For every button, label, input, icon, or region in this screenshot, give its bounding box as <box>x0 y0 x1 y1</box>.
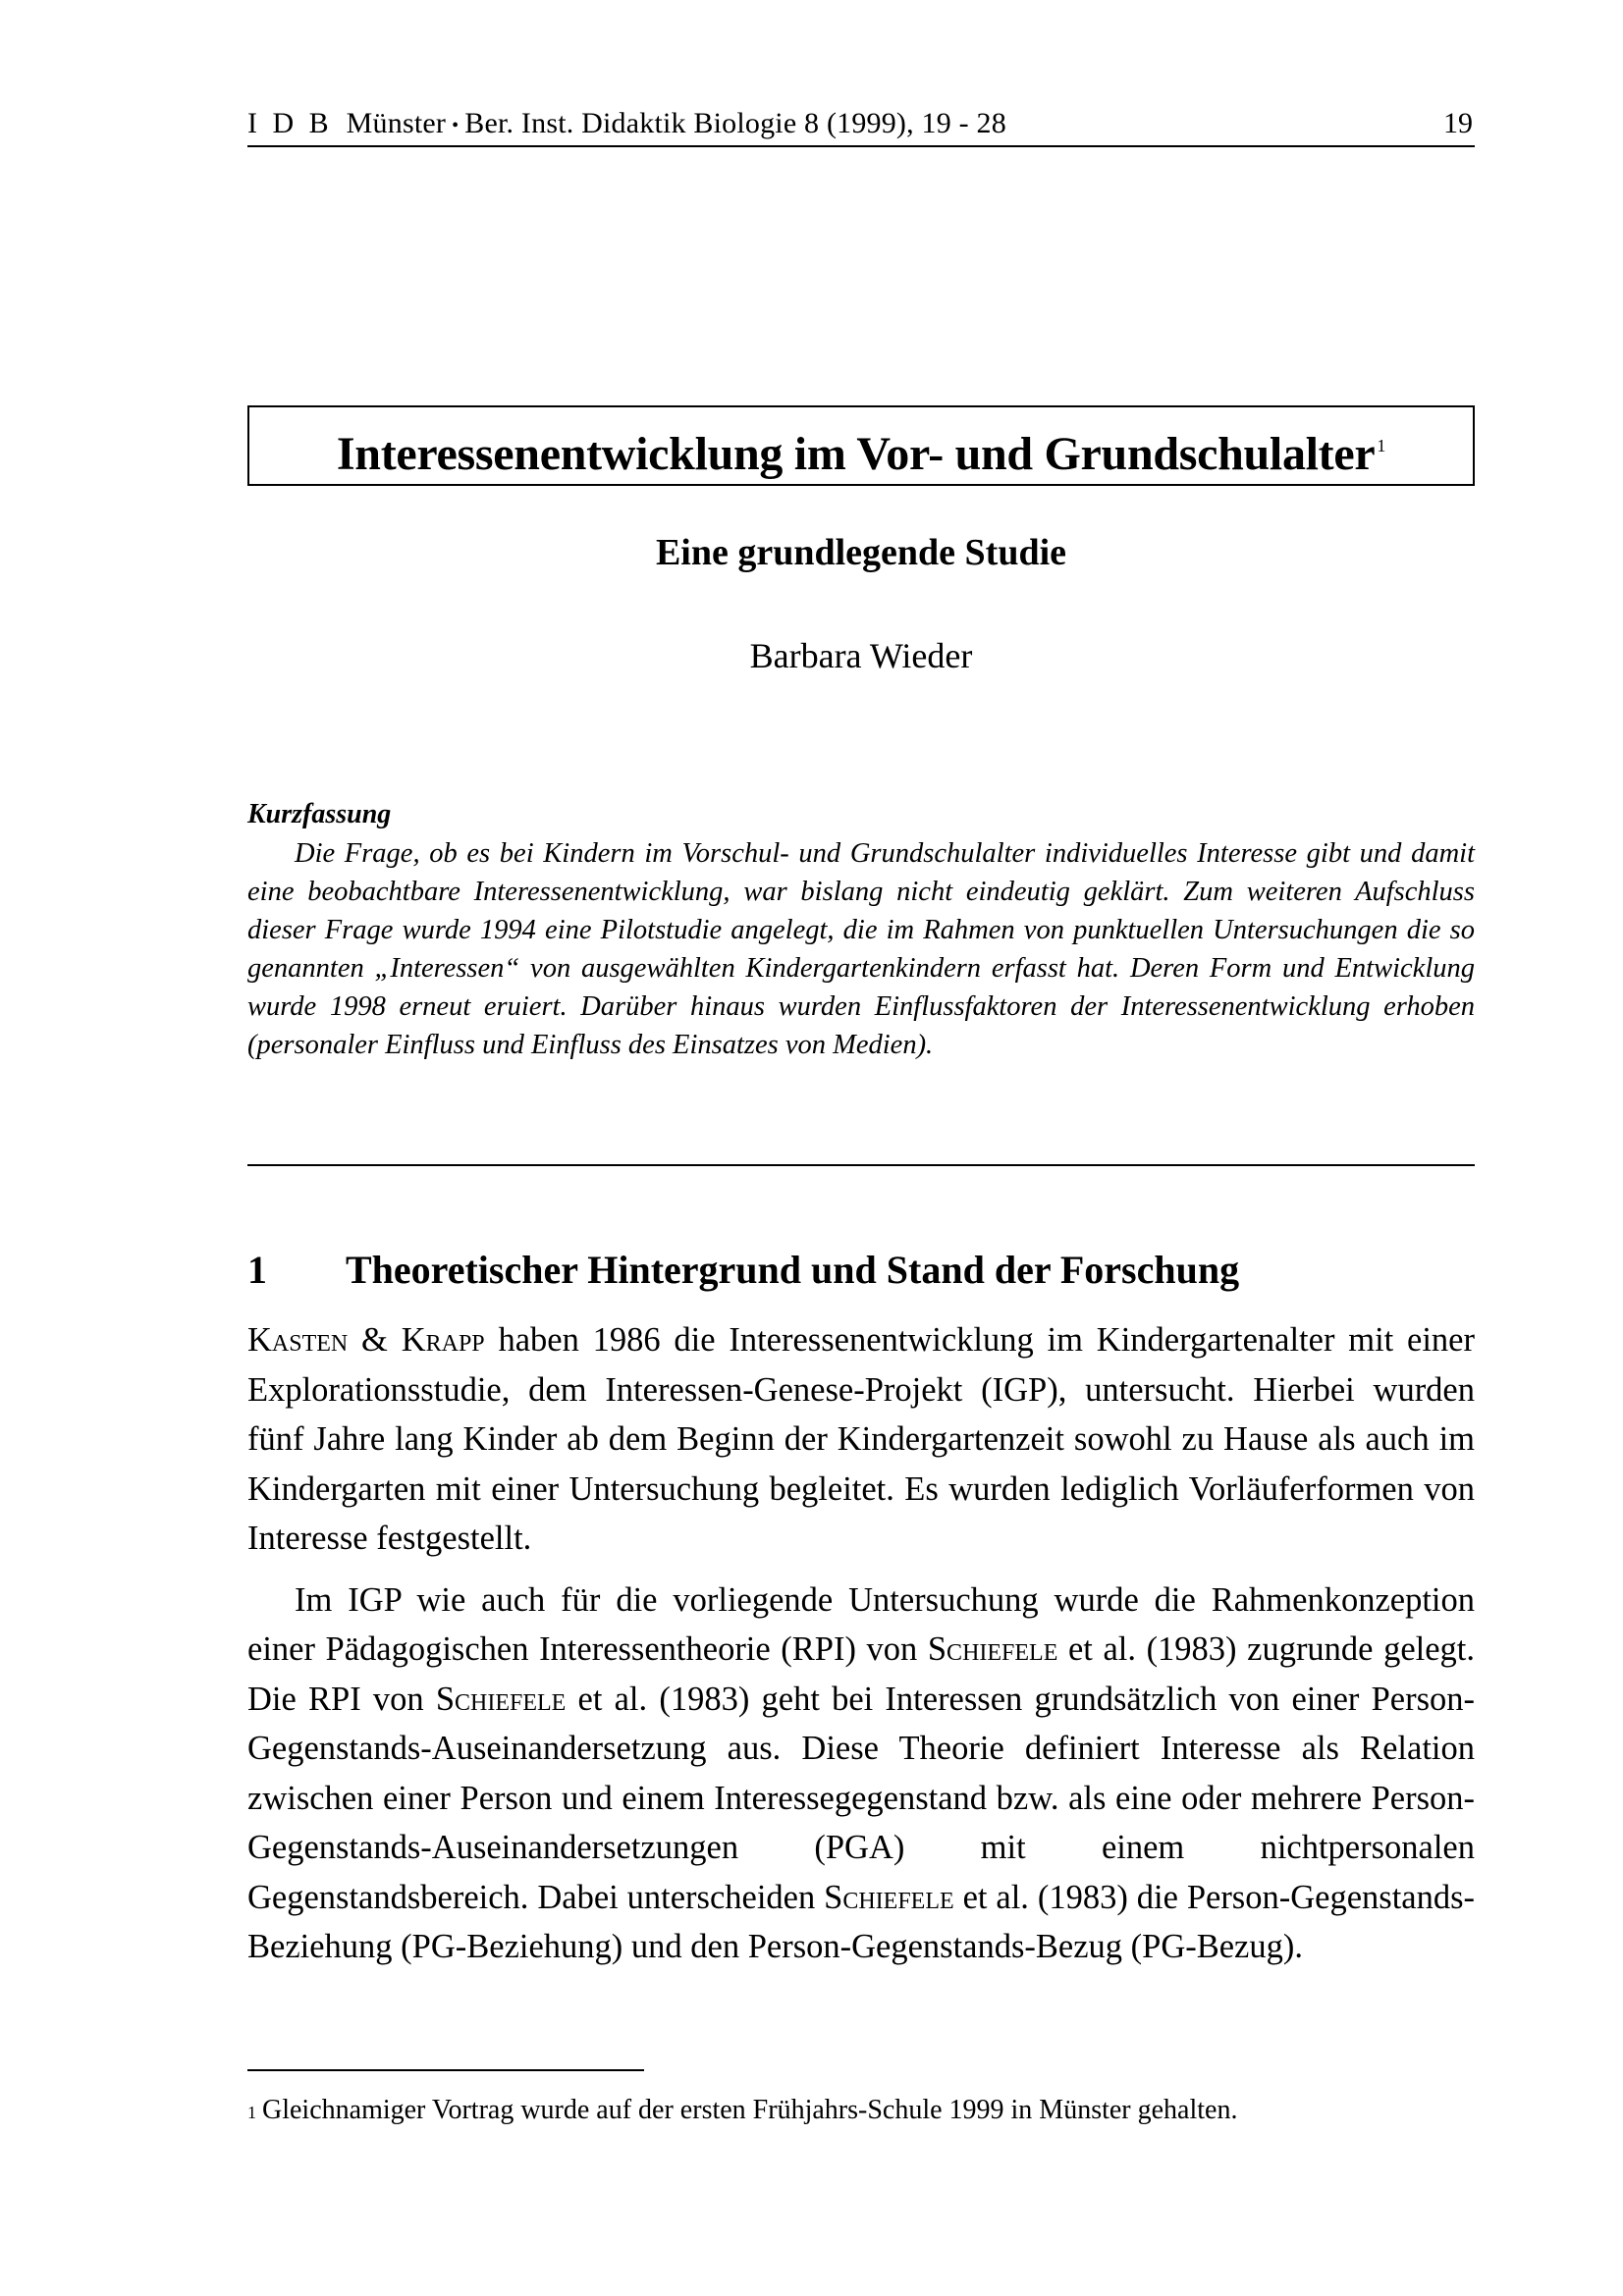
journal-reference: Ber. Inst. Didaktik Biologie 8 (1999), 19 - 28 <box>464 107 1006 139</box>
article-title-text: Interessenentwicklung im Vor- und Grundschulalter <box>336 428 1376 480</box>
paragraph-text: et al. (1983) geht bei Interessen grundsätzlich von einer Person-Gegenstands-Auseinandersetzung aus. Diese Theorie definiert Interesse als Relation zwischen einer Person und einem Interessegegenstand bzw. als eine oder mehrere Person-Gegenstands-Auseinandersetzungen (PGA) mit einem nichtpersonalen Gegenstandsbereich. Dabei unterscheiden <box>247 1680 1476 1916</box>
body-paragraph-1 <box>247 1315 1475 1564</box>
section-number: 1 <box>247 1248 267 1292</box>
footnote-divider <box>247 2069 644 2071</box>
paragraph-text: Im IGP wie auch für die vorliegende Untersuchung wurde die Rahmenkonzeption einer Pädagogischen Interessentheorie (RPI) von <box>247 1580 1475 1668</box>
abstract-heading: Kurzfassung <box>247 799 392 829</box>
article-author: Barbara Wieder <box>749 636 973 675</box>
section-title: Theoretischer Hintergrund und Stand der Forschung <box>346 1248 1240 1292</box>
article-title <box>249 407 1473 493</box>
author-conjunction: & <box>348 1321 402 1359</box>
body-paragraph-2 <box>247 1575 1475 1972</box>
cited-author: Kasten <box>247 1321 349 1359</box>
abstract-section <box>247 797 1475 1064</box>
title-box <box>247 405 1475 486</box>
cited-author: Schiefele <box>435 1680 567 1718</box>
journal-citation <box>247 106 1006 143</box>
abstract-text: Die Frage, ob es bei Kindern im Vorschul- und Grundschulalter individuelles Interesse gibt und damit eine beobachtbare Interessenentwicklung, war bislang nicht eindeutig geklärt. Zum weiteren Aufschluss dieser Frage wurde 1994 eine Pilotstudie angelegt, die im Rahmen von punktuellen Untersuchungen die so genannten „Interessen“ von ausgewählten Kindergartenkindern erfasst hat. Deren Form und Entwicklung wurde 1998 erneut eruiert. Darüber hinaus wurden Einflussfaktoren der Interessenentwicklung erhoben (personaler Einfluss und Einfluss des Einsatzes von Medien). <box>247 838 1475 1060</box>
journal-location: Münster <box>346 107 447 139</box>
paragraph-text: et al. (1983) die Person-Gegenstands-Beziehung (PG-Beziehung) und den Person-Gegenstands-Bezug (PG-Bezug). <box>247 1878 1476 1965</box>
paragraph-text: et al. (1983) zugrunde gelegt. Die RPI von <box>247 1630 1475 1718</box>
document-page <box>247 0 1475 2296</box>
footnote <box>247 2093 1475 2130</box>
title-footnote-marker[interactable]: 1 <box>1377 436 1386 455</box>
cited-author: Schiefele <box>927 1630 1058 1668</box>
cited-author: Krapp <box>401 1321 485 1359</box>
article-subtitle: Eine grundlegende Studie <box>655 532 1067 573</box>
section-body <box>247 1315 1475 1972</box>
cited-author: Schiefele <box>824 1878 954 1916</box>
running-header <box>247 106 1475 147</box>
section-heading <box>247 1245 1475 1296</box>
page-number: 19 <box>1443 107 1473 139</box>
horizontal-divider <box>247 1164 1475 1166</box>
journal-abbreviation: I D B <box>247 107 333 139</box>
paragraph-text: haben 1986 die Interessenentwicklung im Kindergartenalter mit einer Explorationsstudie, dem Interessen-Genese-Projekt (IGP), untersucht. Hierbei wurden fünf Jahre lang Kinder ab dem Beginn der Kindergartenzeit sowohl zu Hause als auch im Kindergarten mit einer Untersuchung begleitet. Es wurden lediglich Vorläuferformen von Interesse festgestellt. <box>247 1321 1475 1557</box>
footnote-text: Gleichnamiger Vortrag wurde auf der ersten Frühjahrs-Schule 1999 in Münster gehalten. <box>262 2095 1238 2125</box>
bullet-separator-icon: • <box>452 115 460 137</box>
footnote-number: 1 <box>247 2103 256 2122</box>
